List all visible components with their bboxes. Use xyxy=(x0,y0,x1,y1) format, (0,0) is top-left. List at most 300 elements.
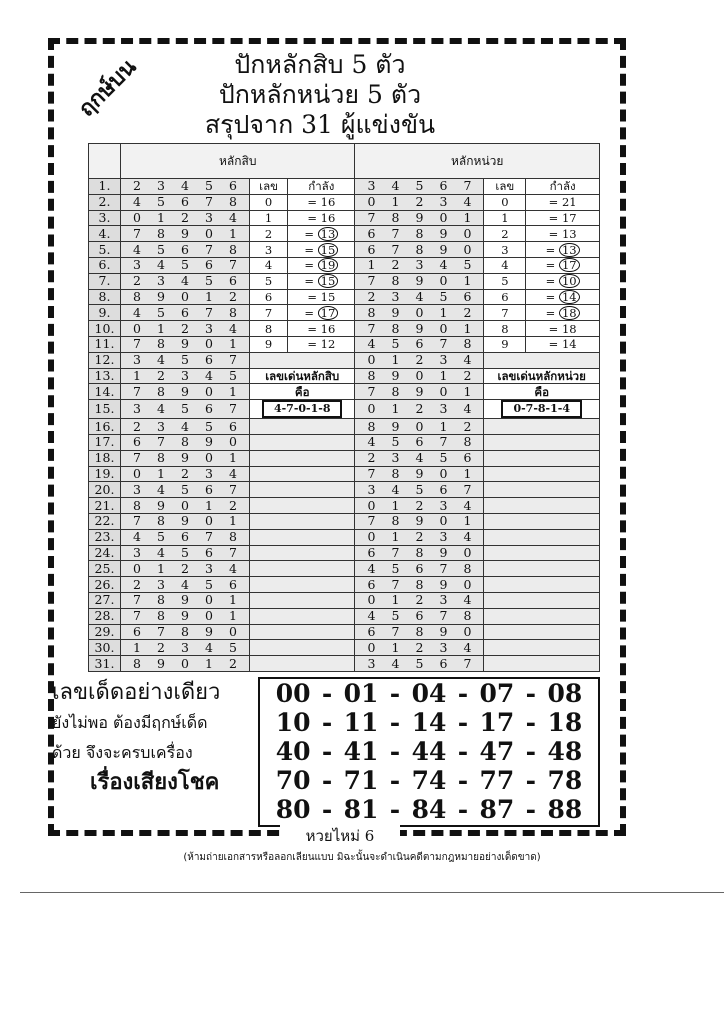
digit: 5 xyxy=(391,434,400,450)
dash-separator: - xyxy=(321,766,333,795)
digit: 1 xyxy=(205,655,213,671)
digit: 7 xyxy=(391,544,400,560)
lucky-number: 14 xyxy=(411,708,447,737)
digit: 1 xyxy=(157,560,165,576)
digit-group xyxy=(355,530,483,544)
table-row xyxy=(89,608,600,624)
title-line-2: ปักหลักหน่วย 5 ตัว xyxy=(218,80,422,109)
numbers-row xyxy=(260,679,598,708)
digit: 6 xyxy=(463,450,472,466)
row-number: 8. xyxy=(89,289,121,305)
digit: 9 xyxy=(205,434,213,450)
digit-cell xyxy=(355,352,484,368)
digit: 7 xyxy=(133,225,141,241)
hot-digits-label: เลขเด่นหลักหน่วย xyxy=(484,368,600,384)
lucky-number: 40 xyxy=(275,737,311,766)
row-number: 2. xyxy=(89,194,121,210)
digit-group xyxy=(121,562,249,576)
empty-cell xyxy=(484,656,600,672)
digit-group xyxy=(355,179,483,193)
row-number: 6. xyxy=(89,257,121,273)
dash-separator: - xyxy=(457,766,469,795)
row-number: 23. xyxy=(89,529,121,545)
digit: 2 xyxy=(229,655,237,671)
digit: 9 xyxy=(415,320,424,336)
digit: 6 xyxy=(205,481,213,497)
digit: 3 xyxy=(367,655,376,671)
table-row xyxy=(89,384,600,400)
strength-digit: 2 xyxy=(250,226,288,242)
digit: 8 xyxy=(367,367,376,383)
digit-cell xyxy=(355,577,484,593)
digit: 8 xyxy=(415,576,424,592)
digit-cell xyxy=(121,179,250,195)
digit: 9 xyxy=(415,383,424,399)
digit: 8 xyxy=(229,529,237,545)
digit: 9 xyxy=(391,418,400,434)
digit: 1 xyxy=(229,225,237,241)
digit: 0 xyxy=(367,497,376,513)
strength-col-header: กำลัง xyxy=(526,179,600,195)
table-row xyxy=(89,513,600,529)
table-row xyxy=(89,194,600,210)
strength-digit: 5 xyxy=(250,273,288,289)
digit-cell xyxy=(355,226,484,242)
empty-cell xyxy=(484,352,600,368)
digit: 1 xyxy=(463,383,472,399)
digit-group xyxy=(121,467,249,481)
digit: 9 xyxy=(439,225,448,241)
digit: 6 xyxy=(229,178,237,194)
lucky-number: 70 xyxy=(275,766,311,795)
digit: 6 xyxy=(229,418,237,434)
digit: 1 xyxy=(463,320,472,336)
digit: 8 xyxy=(229,241,237,257)
empty-cell xyxy=(250,608,355,624)
digit: 0 xyxy=(367,592,376,608)
digit: 4 xyxy=(463,529,472,545)
digit: 4 xyxy=(229,209,237,225)
digit: 2 xyxy=(367,288,376,304)
digit-cell xyxy=(355,434,484,450)
circled-strength-value: 17 xyxy=(559,258,580,272)
strength-digit: 8 xyxy=(484,321,526,337)
row-number: 30. xyxy=(89,640,121,656)
digit: 6 xyxy=(181,529,189,545)
digit-group xyxy=(355,290,483,304)
strength-value: = 17 xyxy=(526,210,600,226)
digit: 5 xyxy=(181,544,189,560)
row-number: 31. xyxy=(89,656,121,672)
equals-sign: = xyxy=(304,226,318,241)
strength-digit: 0 xyxy=(250,194,288,210)
digit: 8 xyxy=(181,623,189,639)
digit: 0 xyxy=(205,383,213,399)
hot-digits-cell xyxy=(250,400,355,419)
digit: 8 xyxy=(229,304,237,320)
lucky-number: 08 xyxy=(547,679,583,708)
digit: 9 xyxy=(415,465,424,481)
dash-separator: - xyxy=(389,737,401,766)
dash-separator: - xyxy=(389,708,401,737)
digit: 6 xyxy=(415,608,424,624)
digit: 4 xyxy=(133,194,141,210)
digit: 9 xyxy=(415,273,424,289)
digit-group xyxy=(121,657,249,671)
digit: 7 xyxy=(463,655,472,671)
row-number: 10. xyxy=(89,321,121,337)
digit: 2 xyxy=(415,194,424,210)
digit: 4 xyxy=(229,560,237,576)
row-number: 22. xyxy=(89,513,121,529)
digit: 1 xyxy=(229,513,237,529)
digit: 3 xyxy=(439,194,448,210)
digit: 7 xyxy=(133,592,141,608)
digit-cell xyxy=(121,498,250,514)
digit-cell xyxy=(355,305,484,321)
digit: 5 xyxy=(229,367,237,383)
stamp-text: ฤกษ์บน xyxy=(74,54,142,122)
digit-group xyxy=(121,499,249,513)
table-row xyxy=(89,592,600,608)
digit-group xyxy=(121,179,249,193)
digit-group xyxy=(355,227,483,241)
digit: 2 xyxy=(463,418,472,434)
row-number: 17. xyxy=(89,434,121,450)
digit: 7 xyxy=(229,352,237,368)
strength-col-header: กำลัง xyxy=(288,179,355,195)
lucky-number: 81 xyxy=(343,795,379,824)
digit: 0 xyxy=(439,513,448,529)
hot-digits-result: 4-7-0-1-8 xyxy=(262,400,343,418)
empty-cell xyxy=(484,466,600,482)
digit: 1 xyxy=(391,592,400,608)
digit: 5 xyxy=(391,336,400,352)
numbers-row xyxy=(260,795,598,824)
digit-group xyxy=(121,369,249,383)
digit: 7 xyxy=(367,383,376,399)
empty-cell xyxy=(250,450,355,466)
strength-value: = 16 xyxy=(288,210,355,226)
digit-cell xyxy=(355,179,484,195)
digit-cell xyxy=(355,561,484,577)
digit: 0 xyxy=(463,544,472,560)
digit-group xyxy=(121,609,249,623)
digit: 5 xyxy=(205,178,213,194)
digit: 4 xyxy=(391,178,400,194)
digit: 4 xyxy=(157,401,165,417)
digit-group xyxy=(121,290,249,304)
digit-group xyxy=(121,625,249,639)
digit: 2 xyxy=(415,592,424,608)
dash-separator: - xyxy=(457,679,469,708)
strength-value xyxy=(526,273,600,289)
digit-group xyxy=(121,593,249,607)
row-number: 13. xyxy=(89,368,121,384)
digit-group xyxy=(355,546,483,560)
empty-cell xyxy=(250,561,355,577)
empty-cell xyxy=(484,529,600,545)
dash-separator: - xyxy=(525,795,537,824)
digit: 3 xyxy=(439,401,448,417)
digit: 1 xyxy=(439,367,448,383)
digit-group xyxy=(121,353,249,367)
dash-separator: - xyxy=(389,679,401,708)
title-line-3: สรุปจาก 31 ผู้แข่งขัน xyxy=(204,110,436,139)
row-number: 5. xyxy=(89,242,121,258)
digit: 0 xyxy=(439,383,448,399)
equals-sign: = xyxy=(304,242,318,257)
digit: 8 xyxy=(463,560,472,576)
prediction-table xyxy=(88,143,600,672)
digit: 7 xyxy=(463,481,472,497)
digit-cell xyxy=(355,592,484,608)
digit-cell xyxy=(121,352,250,368)
digit: 8 xyxy=(157,608,165,624)
equals-sign: = xyxy=(545,258,559,273)
circled-strength-value: 18 xyxy=(559,306,580,320)
digit: 2 xyxy=(133,273,141,289)
digit-cell xyxy=(355,289,484,305)
digit: 4 xyxy=(133,304,141,320)
lucky-number: 47 xyxy=(479,737,515,766)
digit: 4 xyxy=(229,320,237,336)
digit: 0 xyxy=(133,209,141,225)
table-row xyxy=(89,482,600,498)
empty-cell xyxy=(250,352,355,368)
digit: 0 xyxy=(205,592,213,608)
digit: 7 xyxy=(367,465,376,481)
digit: 3 xyxy=(157,273,165,289)
digit: 2 xyxy=(133,576,141,592)
digit-group xyxy=(121,211,249,225)
digit-cell xyxy=(121,368,250,384)
row-number: 15. xyxy=(89,400,121,419)
digit: 2 xyxy=(181,560,189,576)
digit: 1 xyxy=(157,209,165,225)
digit: 0 xyxy=(439,320,448,336)
digit-group xyxy=(121,306,249,320)
digit: 5 xyxy=(439,450,448,466)
empty-cell xyxy=(250,577,355,593)
row-number: 3. xyxy=(89,210,121,226)
empty-cell xyxy=(484,561,600,577)
equals-sign: = xyxy=(545,305,559,320)
digit: 6 xyxy=(439,655,448,671)
digit: 8 xyxy=(367,418,376,434)
digit: 7 xyxy=(391,225,400,241)
digit: 1 xyxy=(133,367,141,383)
digit: 6 xyxy=(367,544,376,560)
digit-group xyxy=(355,211,483,225)
digit: 3 xyxy=(439,592,448,608)
digit: 5 xyxy=(229,639,237,655)
dash-separator: - xyxy=(321,795,333,824)
strength-digit: 5 xyxy=(484,273,526,289)
digit: 2 xyxy=(181,320,189,336)
promo-text xyxy=(52,678,260,798)
digit: 4 xyxy=(367,560,376,576)
digit: 6 xyxy=(229,273,237,289)
digit: 7 xyxy=(367,273,376,289)
digit-cell xyxy=(355,624,484,640)
digit: 3 xyxy=(133,481,141,497)
digit: 3 xyxy=(205,320,213,336)
digit: 9 xyxy=(157,497,165,513)
digit-group xyxy=(121,322,249,336)
digit-group xyxy=(121,227,249,241)
dash-separator: - xyxy=(321,679,333,708)
digit: 9 xyxy=(157,288,165,304)
digit: 4 xyxy=(463,497,472,513)
strength-value xyxy=(288,226,355,242)
digit: 8 xyxy=(391,465,400,481)
digit-cell xyxy=(355,273,484,289)
digit: 1 xyxy=(229,450,237,466)
strength-digit: 2 xyxy=(484,226,526,242)
digit: 0 xyxy=(181,497,189,513)
strength-value xyxy=(288,242,355,258)
digit-cell xyxy=(355,482,484,498)
lucky-number: 01 xyxy=(343,679,379,708)
digit: 1 xyxy=(157,320,165,336)
digit-group xyxy=(355,353,483,367)
strength-digit: 4 xyxy=(250,257,288,273)
strength-digit: 9 xyxy=(250,336,288,352)
empty-cell xyxy=(484,592,600,608)
digit: 2 xyxy=(157,639,165,655)
digit: 8 xyxy=(133,655,141,671)
empty-cell xyxy=(484,545,600,561)
digit: 4 xyxy=(229,465,237,481)
lucky-number: 80 xyxy=(275,795,311,824)
digit: 5 xyxy=(181,257,189,273)
digit: 6 xyxy=(229,576,237,592)
digit-group xyxy=(355,641,483,655)
digit: 7 xyxy=(367,209,376,225)
digit: 6 xyxy=(439,178,448,194)
empty-cell xyxy=(484,640,600,656)
digit: 9 xyxy=(205,623,213,639)
digit: 3 xyxy=(205,465,213,481)
digit-cell xyxy=(121,561,250,577)
digit-cell xyxy=(121,257,250,273)
lucky-number: 10 xyxy=(275,708,311,737)
digit: 5 xyxy=(181,481,189,497)
digit: 4 xyxy=(157,481,165,497)
empty-cell xyxy=(250,592,355,608)
digit-cell xyxy=(355,257,484,273)
digit-group xyxy=(355,435,483,449)
digit-group xyxy=(355,483,483,497)
digit: 5 xyxy=(439,288,448,304)
digit-cell xyxy=(121,289,250,305)
empty-cell xyxy=(250,482,355,498)
dash-separator: - xyxy=(389,766,401,795)
digit-cell xyxy=(121,273,250,289)
copyright-notice: (ห้ามถ่ายเอกสารหรือลอกเลียนแบบ มิฉะนั้นจะดำเนินคดีตามกฎหมายอย่างเด็ดขาด) xyxy=(183,852,541,863)
table-header-row xyxy=(89,144,600,179)
digit-cell xyxy=(355,513,484,529)
numbers-row xyxy=(260,737,598,766)
digit: 6 xyxy=(367,225,376,241)
digit: 0 xyxy=(439,273,448,289)
title-line-1: ปักหลักสิบ 5 ตัว xyxy=(234,50,406,79)
digit: 8 xyxy=(415,241,424,257)
digit: 0 xyxy=(205,225,213,241)
footer-brand: หวยไหม่ 6 xyxy=(280,824,400,848)
strength-value: = 13 xyxy=(526,226,600,242)
dash-separator: - xyxy=(321,737,333,766)
row-number: 24. xyxy=(89,545,121,561)
digit-cell xyxy=(121,608,250,624)
equals-sign: = xyxy=(545,242,559,257)
digit: 2 xyxy=(133,178,141,194)
digit: 3 xyxy=(439,639,448,655)
table-row xyxy=(89,498,600,514)
digit: 9 xyxy=(181,336,189,352)
digit: 3 xyxy=(181,639,189,655)
lucky-number: 41 xyxy=(343,737,379,766)
digit-group xyxy=(355,195,483,209)
digit: 9 xyxy=(415,209,424,225)
digit-group xyxy=(355,499,483,513)
digit: 8 xyxy=(463,434,472,450)
row-number: 25. xyxy=(89,561,121,577)
digit: 3 xyxy=(133,544,141,560)
digit-group xyxy=(121,435,249,449)
lucky-number: 48 xyxy=(547,737,583,766)
table-row xyxy=(89,400,600,419)
strength-digit: 8 xyxy=(250,321,288,337)
digit-group xyxy=(121,530,249,544)
strength-value xyxy=(526,289,600,305)
digit: 6 xyxy=(205,257,213,273)
empty-cell xyxy=(484,513,600,529)
equals-sign: = xyxy=(304,274,318,289)
hot-digits-label: เลขเด่นหลักสิบ xyxy=(250,368,355,384)
lucky-number: 84 xyxy=(411,795,447,824)
strength-value: = 16 xyxy=(288,321,355,337)
digit: 4 xyxy=(463,639,472,655)
digit: 0 xyxy=(439,209,448,225)
digit: 8 xyxy=(463,336,472,352)
digit: 7 xyxy=(391,623,400,639)
digit: 9 xyxy=(415,513,424,529)
row-number: 29. xyxy=(89,624,121,640)
digit: 8 xyxy=(157,336,165,352)
table-row xyxy=(89,179,600,195)
digit: 5 xyxy=(181,352,189,368)
digit: 5 xyxy=(391,608,400,624)
row-number: 19. xyxy=(89,466,121,482)
digit-cell xyxy=(355,336,484,352)
lucky-number: 11 xyxy=(343,708,379,737)
digit: 0 xyxy=(181,655,189,671)
lucky-number: 00 xyxy=(275,679,311,708)
digit: 7 xyxy=(367,320,376,336)
digit: 2 xyxy=(463,367,472,383)
digit-group xyxy=(121,546,249,560)
lucky-number: 17 xyxy=(479,708,515,737)
digit-cell xyxy=(121,384,250,400)
digit: 4 xyxy=(463,352,472,368)
digit-cell xyxy=(121,450,250,466)
digit-group xyxy=(121,451,249,465)
digit: 9 xyxy=(181,608,189,624)
digit: 4 xyxy=(157,352,165,368)
digit: 7 xyxy=(391,576,400,592)
